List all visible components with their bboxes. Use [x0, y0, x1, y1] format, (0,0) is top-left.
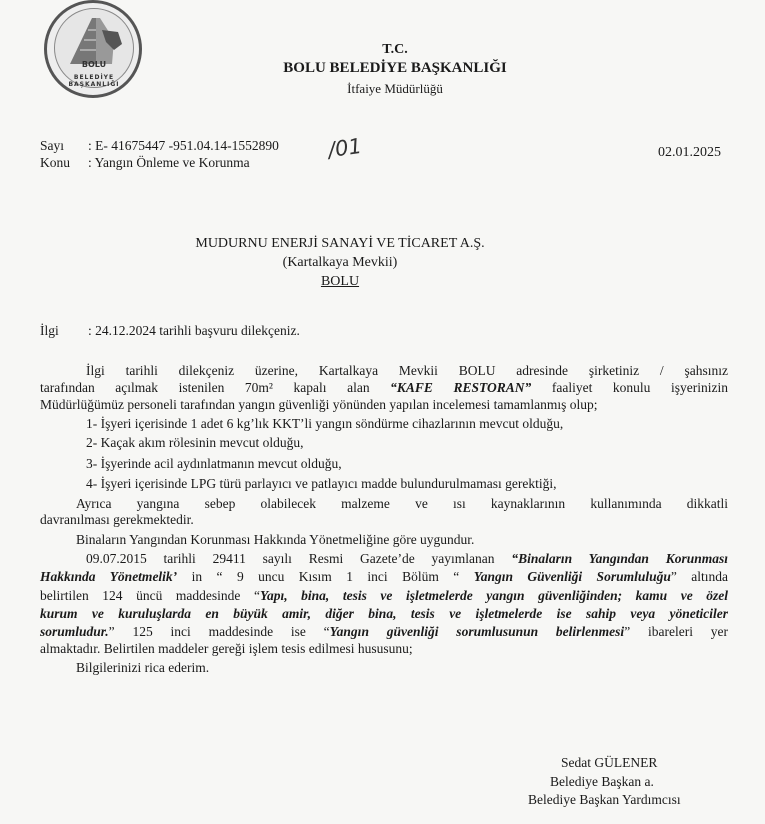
ilgi-value: : 24.12.2024 tarihli başvuru dilekçeniz.: [88, 323, 300, 338]
sayi-label: Sayı: [40, 138, 65, 153]
paragraph-2-line-2: davranılması gerekmektedir.: [40, 512, 194, 527]
signer-title-1: Belediye Başkan a.: [550, 774, 654, 789]
signer-title-2: Belediye Başkan Yardımcısı: [528, 792, 681, 807]
header-department: İtfaiye Müdürlüğü: [347, 81, 443, 96]
handwritten-reference: /01: [326, 133, 364, 163]
paragraph-3: Binaların Yangından Korunması Hakkında Yönetmeliğine göre uygundur.: [76, 532, 475, 547]
list-item: 4- İşyeri içerisinde LPG türü parlayıcı ve patlayıcı madde bulundurulmaması gerektiği,: [86, 476, 557, 491]
seal-city-text: BOLU: [81, 60, 107, 69]
recipient-city: BOLU: [320, 274, 360, 289]
letter-date: 02.01.2025: [658, 145, 721, 160]
list-item: 1- İşyeri içerisinde 1 adet 6 kg’lık KKT’li yangın söndürme cihazlarının mevcut olduğu,: [86, 416, 564, 431]
paragraph-4-line-5: sorumludur.” 125 inci maddesinde ise “Yangın güvenliği sorumlusunun belirlenmesi” ibareleri yer: [40, 624, 728, 639]
signer-name: Sedat GÜLENER: [561, 755, 658, 770]
konu-value: : Yangın Önleme ve Korunma: [88, 155, 250, 170]
seal-ring-text: BELEDİYE BAŞKANLIĞI: [68, 74, 120, 88]
sayi-value: : E- 41675447 -951.04.14-1552890: [88, 138, 279, 153]
paragraph-4-line-1: 09.07.2015 tarihli 29411 sayılı Resmi Gazete’de yayımlanan “Binaların Yangından Korunması: [86, 551, 729, 566]
paragraph-1-line-2: tarafından açılmak istenilen 70m² kapalı alan “KAFE RESTORAN” faaliyet konulu işyerinizin: [40, 380, 728, 395]
business-type: “KAFE RESTORAN”: [390, 380, 532, 395]
header-country: T.C.: [382, 42, 408, 57]
paragraph-4-line-4: kurum ve kuruluşlarda en büyük amir, diğer bina, tesis ve işletmelerde ise sahip veya yöneticiler: [40, 606, 728, 621]
ilgi-line: [40, 323, 300, 339]
paragraph-1-line-3: Müdürlüğümüz personeli tarafından yangın güvenliği yönünden yapılan incelemesi tamamlanmış olup;: [40, 397, 598, 412]
header-organization: BOLU BELEDİYE BAŞKANLIĞI: [283, 60, 507, 76]
sayi-line: [40, 138, 279, 154]
paragraph-4-line-2: Hakkında Yönetmelik’ in “ 9 uncu Kısım 1 inci Bölüm “ Yangın Güvenliği Sorumluluğu” altında: [40, 569, 729, 584]
konu-line: [40, 155, 250, 171]
ilgi-label: İlgi: [40, 323, 59, 338]
recipient-company: MUDURNU ENERJİ SANAYİ VE TİCARET A.Ş.: [195, 236, 485, 251]
paragraph-4-line-3: belirtilen 124 üncü maddesinde “Yapı, bina, tesis ve işletmelerde yangın güvenliğinden; kamu ve özel: [40, 588, 728, 603]
municipality-seal: [44, 0, 142, 98]
recipient-location: (Kartalkaya Mevkii): [282, 255, 398, 270]
list-item: 2- Kaçak akım rölesinin mevcut olduğu,: [86, 435, 304, 450]
paragraph-2-line-1: Ayrıca yangına sebep olabilecek malzeme ve ısı kaynaklarının kullanımında dikkatli: [76, 496, 728, 511]
closing-line: Bilgilerinizi rica ederim.: [76, 660, 210, 675]
konu-label: Konu: [40, 155, 70, 170]
paragraph-1-line-1: İlgi tarihli dilekçeniz üzerine, Kartalkaya Mevkii BOLU adresinde şirketiniz / şahsınız: [86, 363, 728, 378]
list-item: 3- İşyerinde acil aydınlatmanın mevcut olduğu,: [86, 456, 342, 471]
paragraph-4-line-6: almaktadır. Belirtilen maddeler gereği işlem tesis edilmesi hususunu;: [40, 641, 413, 656]
